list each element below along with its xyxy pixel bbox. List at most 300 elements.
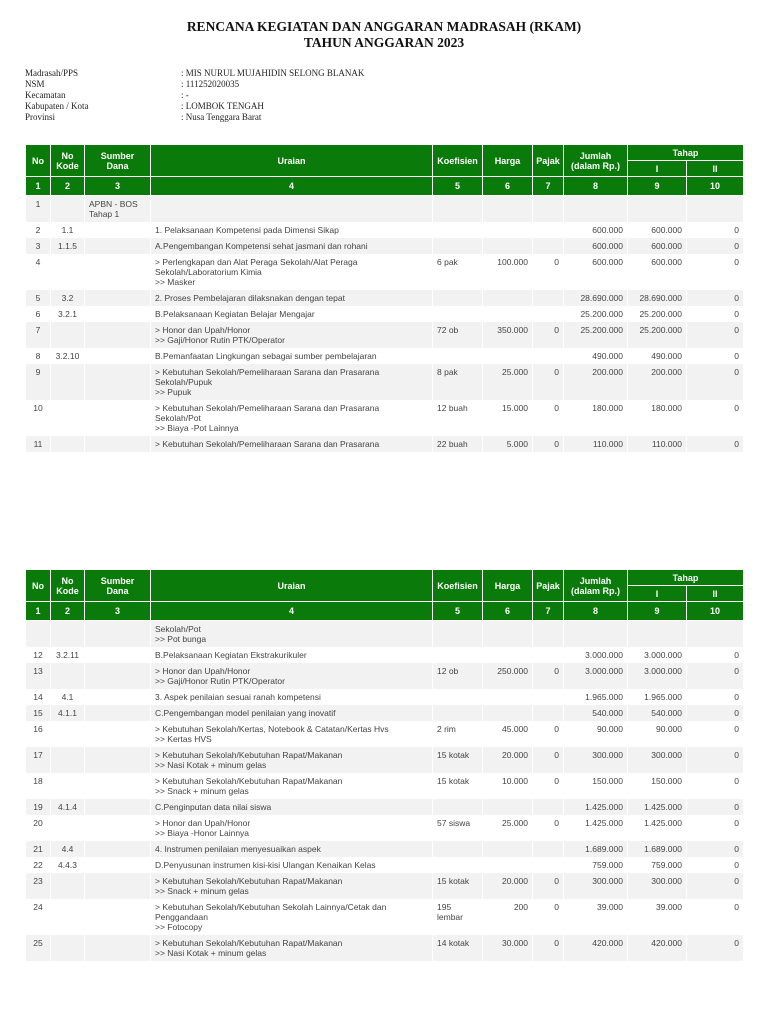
cell-harga — [483, 621, 533, 648]
cell-no: 14 — [26, 689, 51, 705]
cell-jumlah: 3.000.000 — [564, 647, 628, 663]
cell-tahap-ii: 0 — [687, 290, 744, 306]
cell-harga: 5.000 — [483, 436, 533, 452]
cell-koefisien-line: 2 rim — [437, 724, 456, 734]
col-header-uraian: Uraian — [151, 145, 433, 177]
cell-tahap-ii: 0 — [687, 721, 744, 747]
cell-pajak: 0 — [533, 899, 564, 935]
cell-no: 17 — [26, 747, 51, 773]
cell-no — [26, 621, 51, 648]
cell-jumlah: 1.689.000 — [564, 841, 628, 857]
cell-kode — [51, 436, 85, 452]
cell-kode — [51, 196, 85, 223]
cell-pajak — [533, 689, 564, 705]
cell-tahap-i: 28.690.000 — [628, 290, 687, 306]
info-value: : - — [181, 90, 189, 100]
cell-uraian-line: B.Pelaksanaan Kegiatan Belajar Mengajar — [155, 309, 315, 319]
cell-no: 9 — [26, 364, 51, 400]
cell-harga — [483, 306, 533, 322]
cell-uraian-line: >> Snack + minum gelas — [155, 786, 249, 796]
table-row — [26, 436, 744, 452]
cell-harga — [483, 799, 533, 815]
cell-no: 8 — [26, 348, 51, 364]
cell-pajak — [533, 857, 564, 873]
cell-tahap-i: 300.000 — [628, 747, 687, 773]
cell-koefisien — [433, 364, 483, 400]
cell-pajak — [533, 705, 564, 721]
table-row — [26, 747, 744, 773]
cell-uraian — [151, 841, 433, 857]
cell-tahap-ii: 0 — [687, 222, 744, 238]
cell-no: 24 — [26, 899, 51, 935]
cell-harga — [483, 841, 533, 857]
cell-pajak — [533, 290, 564, 306]
cell-sumber-dana-line: APBN - BOS — [89, 199, 138, 209]
document-subtitle: TAHUN ANGGARAN 2023 — [303, 35, 465, 50]
cell-jumlah: 3.000.000 — [564, 663, 628, 689]
cell-koefisien — [433, 322, 483, 348]
cell-tahap-ii: 0 — [687, 873, 744, 899]
info-value: : Nusa Tenggara Barat — [181, 112, 262, 122]
cell-pajak: 0 — [533, 400, 564, 436]
cell-koefisien — [433, 222, 483, 238]
cell-no: 4 — [26, 254, 51, 290]
cell-sumber-dana — [85, 290, 151, 306]
table-row — [26, 857, 744, 873]
cell-kode — [51, 663, 85, 689]
madrasah-info — [25, 68, 364, 123]
cell-sumber-dana — [85, 436, 151, 452]
cell-no: 3 — [26, 238, 51, 254]
cell-koefisien-line: 72 ob — [437, 325, 459, 335]
cell-sumber-dana — [85, 196, 151, 223]
cell-tahap-ii: 0 — [687, 815, 744, 841]
cell-pajak: 0 — [533, 721, 564, 747]
cell-uraian-line: > Honor dan Upah/Honor — [155, 818, 251, 828]
cell-harga: 25.000 — [483, 364, 533, 400]
cell-uraian-line: > Kebutuhan Sekolah/Pemeliharaan Sarana dan Prasarana — [155, 403, 380, 413]
cell-tahap-i: 600.000 — [628, 254, 687, 290]
col-number: 8 — [564, 602, 628, 621]
col-header-no-kode: No Kode — [51, 570, 85, 602]
col-header-pajak: Pajak — [533, 570, 564, 602]
cell-tahap-i: 25.200.000 — [628, 322, 687, 348]
cell-tahap-ii: 0 — [687, 747, 744, 773]
cell-uraian-line: > Kebutuhan Sekolah/Kebutuhan Rapat/Makanan — [155, 750, 343, 760]
cell-koefisien-line: 14 kotak — [437, 938, 470, 948]
cell-jumlah: 1.425.000 — [564, 815, 628, 841]
cell-koefisien-line: 8 pak — [437, 367, 458, 377]
info-label: Madrasah/PPS — [25, 68, 79, 78]
cell-kode — [51, 873, 85, 899]
cell-uraian-line: > Honor dan Upah/Honor — [155, 325, 251, 335]
cell-kode — [51, 773, 85, 799]
cell-koefisien — [433, 621, 483, 648]
cell-uraian — [151, 689, 433, 705]
cell-tahap-ii: 0 — [687, 705, 744, 721]
cell-jumlah: 540.000 — [564, 705, 628, 721]
cell-no: 5 — [26, 290, 51, 306]
cell-jumlah: 1.965.000 — [564, 689, 628, 705]
cell-tahap-ii: 0 — [687, 663, 744, 689]
cell-koefisien — [433, 815, 483, 841]
cell-pajak: 0 — [533, 815, 564, 841]
cell-uraian-line: >> Gaji/Honor Rutin PTK/Operator — [155, 676, 285, 686]
cell-sumber-dana — [85, 348, 151, 364]
cell-uraian — [151, 196, 433, 223]
cell-sumber-dana — [85, 621, 151, 648]
table-row — [26, 773, 744, 799]
col-header-koefisien: Koefisien — [433, 570, 483, 602]
col-number: 6 — [483, 177, 533, 196]
cell-no: 22 — [26, 857, 51, 873]
cell-harga: 15.000 — [483, 400, 533, 436]
cell-uraian-line: 4. Instrumen penilaian menyesuaikan aspek — [155, 844, 321, 854]
cell-kode — [51, 747, 85, 773]
cell-uraian — [151, 857, 433, 873]
col-header-pajak: Pajak — [533, 145, 564, 177]
table-row — [26, 400, 744, 436]
cell-jumlah: 300.000 — [564, 747, 628, 773]
cell-uraian — [151, 873, 433, 899]
cell-harga: 20.000 — [483, 873, 533, 899]
cell-kode: 1.1.5 — [51, 238, 85, 254]
cell-uraian — [151, 935, 433, 961]
cell-kode — [51, 254, 85, 290]
table-row — [26, 322, 744, 348]
cell-uraian — [151, 306, 433, 322]
cell-pajak: 0 — [533, 935, 564, 961]
cell-kode: 3.2.11 — [51, 647, 85, 663]
col-number: 1 — [26, 602, 51, 621]
col-number: 9 — [628, 177, 687, 196]
cell-no: 23 — [26, 873, 51, 899]
cell-kode: 4.4 — [51, 841, 85, 857]
cell-koefisien — [433, 873, 483, 899]
cell-tahap-i: 600.000 — [628, 222, 687, 238]
cell-uraian-line: > Kebutuhan Sekolah/Kertas, Notebook & Catatan/Kertas Hvs — [155, 724, 389, 734]
cell-pajak: 0 — [533, 873, 564, 899]
cell-kode — [51, 364, 85, 400]
cell-jumlah: 25.200.000 — [564, 306, 628, 322]
cell-sumber-dana — [85, 899, 151, 935]
cell-uraian-line: >> Biaya -Honor Lainnya — [155, 828, 250, 838]
cell-sumber-dana-line: Tahap 1 — [89, 209, 120, 219]
cell-uraian — [151, 290, 433, 306]
cell-koefisien-line: 12 ob — [437, 666, 459, 676]
cell-uraian — [151, 647, 433, 663]
cell-jumlah: 490.000 — [564, 348, 628, 364]
info-row — [25, 79, 364, 90]
cell-harga — [483, 857, 533, 873]
cell-uraian-line: >> Nasi Kotak + minum gelas — [155, 760, 267, 770]
table-row — [26, 196, 744, 223]
cell-uraian — [151, 899, 433, 935]
info-label: Kabupaten / Kota — [25, 101, 89, 111]
cell-jumlah — [564, 621, 628, 648]
cell-uraian-line: > Kebutuhan Sekolah/Kebutuhan Rapat/Makanan — [155, 938, 343, 948]
table-row — [26, 721, 744, 747]
col-header-tahap-ii: II — [687, 161, 744, 177]
table-row — [26, 815, 744, 841]
cell-sumber-dana — [85, 857, 151, 873]
cell-tahap-i: 759.000 — [628, 857, 687, 873]
cell-uraian — [151, 238, 433, 254]
cell-kode: 3.2 — [51, 290, 85, 306]
cell-jumlah: 759.000 — [564, 857, 628, 873]
cell-harga: 45.000 — [483, 721, 533, 747]
info-label: Provinsi — [25, 112, 56, 122]
table-row — [26, 254, 744, 290]
cell-uraian-line: > Perlengkapan dan Alat Peraga Sekolah/Alat Peraga — [155, 257, 358, 267]
cell-tahap-i: 200.000 — [628, 364, 687, 400]
cell-tahap-i: 420.000 — [628, 935, 687, 961]
cell-tahap-i: 1.965.000 — [628, 689, 687, 705]
cell-sumber-dana — [85, 364, 151, 400]
cell-uraian-line: Sekolah/Pot — [155, 624, 201, 634]
cell-koefisien — [433, 238, 483, 254]
cell-uraian — [151, 815, 433, 841]
cell-uraian — [151, 400, 433, 436]
cell-jumlah: 1.425.000 — [564, 799, 628, 815]
cell-no: 7 — [26, 322, 51, 348]
col-header-tahap-i: I — [628, 161, 687, 177]
cell-harga: 250.000 — [483, 663, 533, 689]
col-header-sumber-dana: Sumber Dana — [85, 145, 151, 177]
cell-harga: 30.000 — [483, 935, 533, 961]
table-row — [26, 222, 744, 238]
cell-kode — [51, 935, 85, 961]
cell-uraian-line: >> Biaya -Pot Lainnya — [155, 423, 239, 433]
cell-sumber-dana — [85, 747, 151, 773]
cell-harga — [483, 689, 533, 705]
cell-jumlah: 28.690.000 — [564, 290, 628, 306]
cell-tahap-ii: 0 — [687, 647, 744, 663]
cell-no: 18 — [26, 773, 51, 799]
cell-pajak: 0 — [533, 773, 564, 799]
cell-uraian-line: > Kebutuhan Sekolah/Kebutuhan Sekolah Lainnya/Cetak dan — [155, 902, 387, 912]
cell-tahap-i: 90.000 — [628, 721, 687, 747]
cell-tahap-ii — [687, 196, 744, 223]
cell-uraian-line: C.Penginputan data nilai siswa — [155, 802, 272, 812]
cell-jumlah: 150.000 — [564, 773, 628, 799]
cell-uraian — [151, 705, 433, 721]
cell-pajak — [533, 799, 564, 815]
col-header-tahap: Tahap — [628, 145, 744, 161]
col-number: 9 — [628, 602, 687, 621]
col-number: 3 — [85, 177, 151, 196]
cell-uraian-line: >> Fotocopy — [155, 922, 203, 932]
col-number: 2 — [51, 177, 85, 196]
col-number: 4 — [151, 602, 433, 621]
cell-no: 10 — [26, 400, 51, 436]
table-row — [26, 364, 744, 400]
cell-jumlah: 600.000 — [564, 254, 628, 290]
cell-uraian-line: D.Penyusunan instrumen kisi-kisi Ulangan Kenaikan Kelas — [155, 860, 376, 870]
cell-kode — [51, 721, 85, 747]
cell-sumber-dana — [85, 306, 151, 322]
cell-harga — [483, 222, 533, 238]
cell-sumber-dana — [85, 873, 151, 899]
cell-sumber-dana — [85, 815, 151, 841]
info-value: : LOMBOK TENGAH — [181, 101, 264, 111]
col-number: 3 — [85, 602, 151, 621]
col-header-jumlah: Jumlah (dalam Rp.) — [564, 145, 628, 177]
cell-no: 2 — [26, 222, 51, 238]
cell-tahap-i: 39.000 — [628, 899, 687, 935]
cell-uraian-line: 2. Proses Pembelajaran dilaksnakan dengan tepat — [155, 293, 345, 303]
cell-koefisien-line: 15 kotak — [437, 750, 470, 760]
cell-sumber-dana — [85, 773, 151, 799]
cell-kode: 3.2.10 — [51, 348, 85, 364]
cell-uraian-line: 3. Aspek penilaian sesuai ranah kompetensi — [155, 692, 321, 702]
cell-pajak — [533, 222, 564, 238]
cell-sumber-dana — [85, 400, 151, 436]
cell-pajak — [533, 306, 564, 322]
cell-uraian-line: 1. Pelaksanaan Kompetensi pada Dimensi Sikap — [155, 225, 339, 235]
cell-tahap-ii: 0 — [687, 322, 744, 348]
table-row — [26, 306, 744, 322]
cell-no: 16 — [26, 721, 51, 747]
cell-uraian — [151, 621, 433, 648]
cell-tahap-ii: 0 — [687, 899, 744, 935]
cell-pajak — [533, 621, 564, 648]
cell-tahap-ii: 0 — [687, 935, 744, 961]
col-header-no: No — [26, 570, 51, 602]
cell-uraian-line: >> Masker — [155, 277, 196, 287]
info-row — [25, 90, 364, 101]
document-title: RENCANA KEGIATAN DAN ANGGARAN MADRASAH (RKAM) — [186, 19, 582, 34]
cell-uraian — [151, 721, 433, 747]
col-header-tahap-i: I — [628, 586, 687, 602]
rkam-table-1 — [25, 144, 744, 452]
cell-uraian — [151, 348, 433, 364]
cell-tahap-i: 540.000 — [628, 705, 687, 721]
cell-jumlah: 200.000 — [564, 364, 628, 400]
cell-kode: 4.1.1 — [51, 705, 85, 721]
cell-tahap-i: 600.000 — [628, 238, 687, 254]
cell-sumber-dana — [85, 705, 151, 721]
cell-uraian — [151, 364, 433, 400]
col-number: 2 — [51, 602, 85, 621]
col-number: 7 — [533, 602, 564, 621]
col-header-sumber-dana: Sumber Dana — [85, 570, 151, 602]
col-header-uraian: Uraian — [151, 570, 433, 602]
col-header-tahap-ii: II — [687, 586, 744, 602]
cell-sumber-dana — [85, 322, 151, 348]
cell-koefisien-line: 22 buah — [437, 439, 468, 449]
cell-koefisien — [433, 841, 483, 857]
cell-koefisien — [433, 290, 483, 306]
cell-pajak: 0 — [533, 436, 564, 452]
cell-harga: 10.000 — [483, 773, 533, 799]
col-header-tahap: Tahap — [628, 570, 744, 586]
cell-harga — [483, 348, 533, 364]
col-number: 6 — [483, 602, 533, 621]
col-number: 4 — [151, 177, 433, 196]
cell-tahap-ii: 0 — [687, 773, 744, 799]
rkam-table-2 — [25, 569, 744, 961]
cell-no: 20 — [26, 815, 51, 841]
cell-tahap-ii: 0 — [687, 306, 744, 322]
table-body — [26, 621, 744, 962]
cell-tahap-ii: 0 — [687, 436, 744, 452]
cell-uraian — [151, 799, 433, 815]
col-header-harga: Harga — [483, 145, 533, 177]
table-row — [26, 290, 744, 306]
cell-kode: 3.2.1 — [51, 306, 85, 322]
cell-uraian-line: > Kebutuhan Sekolah/Kebutuhan Rapat/Makanan — [155, 876, 343, 886]
cell-jumlah: 110.000 — [564, 436, 628, 452]
info-row — [25, 112, 364, 123]
table-row — [26, 873, 744, 899]
cell-pajak — [533, 841, 564, 857]
cell-jumlah — [564, 196, 628, 223]
cell-jumlah: 600.000 — [564, 238, 628, 254]
cell-uraian-line: >> Gaji/Honor Rutin PTK/Operator — [155, 335, 285, 345]
cell-uraian-line: >> Pot bunga — [155, 634, 207, 644]
cell-tahap-i: 25.200.000 — [628, 306, 687, 322]
cell-koefisien — [433, 196, 483, 223]
cell-tahap-ii: 0 — [687, 348, 744, 364]
cell-kode: 4.1.4 — [51, 799, 85, 815]
cell-uraian — [151, 773, 433, 799]
cell-tahap-i: 180.000 — [628, 400, 687, 436]
cell-tahap-i — [628, 621, 687, 648]
cell-harga: 20.000 — [483, 747, 533, 773]
table-row — [26, 348, 744, 364]
info-row — [25, 68, 364, 79]
cell-koefisien-line: 12 buah — [437, 403, 468, 413]
cell-koefisien — [433, 663, 483, 689]
cell-koefisien-line: lembar — [437, 912, 463, 922]
cell-koefisien — [433, 348, 483, 364]
info-row — [25, 101, 364, 112]
cell-jumlah: 600.000 — [564, 222, 628, 238]
cell-uraian — [151, 663, 433, 689]
cell-koefisien — [433, 773, 483, 799]
cell-pajak — [533, 348, 564, 364]
cell-uraian-line: >> Kertas HVS — [155, 734, 212, 744]
cell-pajak — [533, 647, 564, 663]
cell-koefisien-line: 15 kotak — [437, 876, 470, 886]
cell-harga — [483, 238, 533, 254]
cell-no: 25 — [26, 935, 51, 961]
cell-koefisien — [433, 747, 483, 773]
cell-no: 21 — [26, 841, 51, 857]
cell-tahap-ii: 0 — [687, 689, 744, 705]
cell-uraian — [151, 747, 433, 773]
cell-jumlah: 25.200.000 — [564, 322, 628, 348]
cell-uraian-line: >> Pupuk — [155, 387, 192, 397]
table-row — [26, 799, 744, 815]
cell-kode: 4.4.3 — [51, 857, 85, 873]
cell-koefisien — [433, 689, 483, 705]
cell-pajak: 0 — [533, 663, 564, 689]
cell-kode: 1.1 — [51, 222, 85, 238]
cell-uraian — [151, 254, 433, 290]
cell-pajak: 0 — [533, 747, 564, 773]
cell-uraian — [151, 436, 433, 452]
cell-koefisien-line: 15 kotak — [437, 776, 470, 786]
cell-jumlah: 180.000 — [564, 400, 628, 436]
cell-harga — [483, 705, 533, 721]
cell-kode — [51, 899, 85, 935]
cell-uraian-line: >> Snack + minum gelas — [155, 886, 249, 896]
cell-jumlah: 300.000 — [564, 873, 628, 899]
info-label: NSM — [25, 79, 45, 89]
cell-no: 11 — [26, 436, 51, 452]
